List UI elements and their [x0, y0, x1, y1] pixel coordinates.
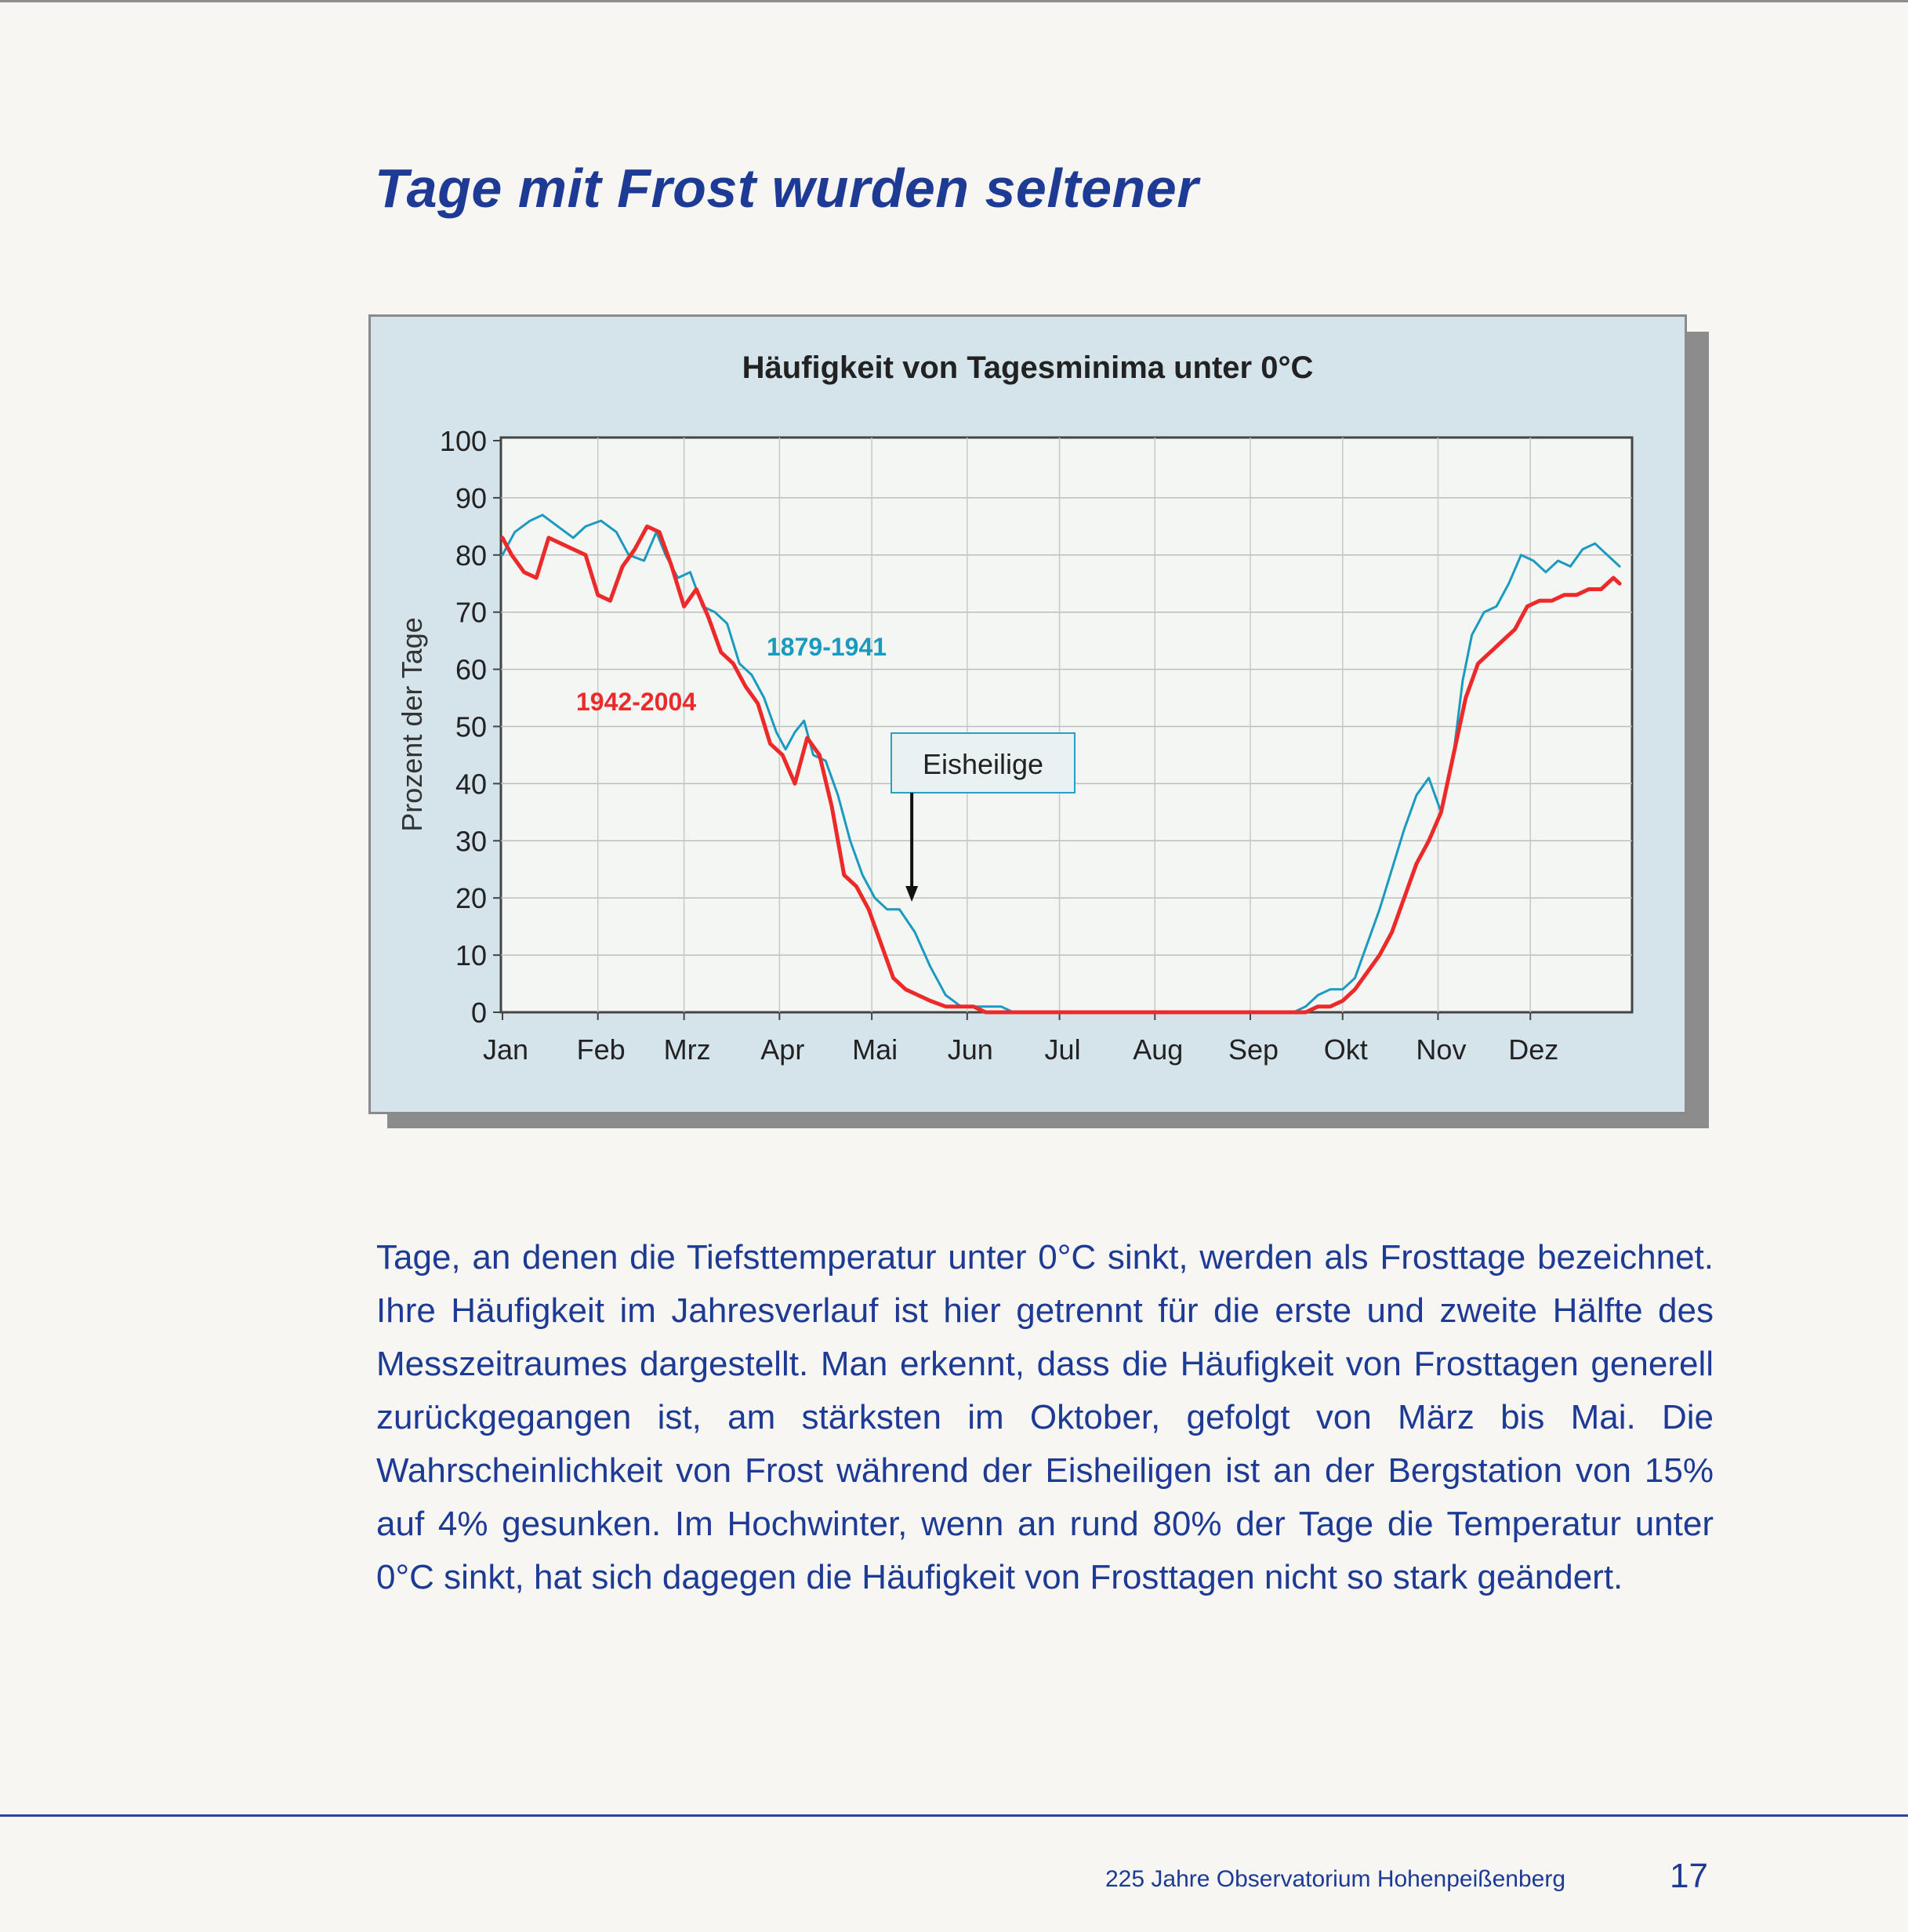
chart-panel: [368, 314, 1687, 1114]
x-tick-label: Mrz: [663, 1033, 711, 1066]
x-tick-label: Nov: [1416, 1033, 1467, 1066]
y-tick-label: 20: [455, 882, 487, 915]
y-tick-label: 30: [455, 825, 487, 858]
x-tick-label: Okt: [1323, 1033, 1368, 1066]
y-tick-label: 80: [455, 539, 487, 572]
y-axis: [440, 425, 501, 1029]
y-axis-label: Prozent der Tage: [396, 617, 428, 832]
plot-area: [501, 438, 1632, 1012]
page-heading: Tage mit Frost wurden seltener: [375, 158, 1199, 219]
y-tick-label: 90: [455, 481, 487, 514]
x-tick-label: Mai: [852, 1033, 898, 1066]
x-tick-label: Jan: [482, 1033, 529, 1066]
x-tick-label: Feb: [576, 1033, 626, 1066]
x-tick-label: Dez: [1508, 1033, 1559, 1066]
y-tick-label: 40: [455, 768, 487, 801]
x-tick-label: Aug: [1133, 1033, 1184, 1066]
y-tick-label: 60: [455, 653, 487, 686]
eisheilige-label: Eisheilige: [922, 748, 1044, 780]
footer-publication-title: 225 Jahre Observatorium Hohenpeißenberg: [1105, 1866, 1566, 1892]
x-tick-label: Apr: [760, 1033, 805, 1066]
y-tick-label: 50: [455, 710, 487, 743]
y-tick-label: 10: [455, 939, 487, 972]
x-tick-label: Jun: [947, 1033, 993, 1066]
footer-rule: [0, 1814, 1908, 1817]
page-top-edge: [0, 0, 1908, 2]
series-label-1942-2004: 1942-2004: [576, 688, 697, 716]
frost-frequency-chart: [371, 317, 1685, 1112]
x-tick-label: Sep: [1228, 1033, 1279, 1066]
body-paragraph: Tage, an denen die Tiefsttemperatur unter 0°C sinkt, werden als Frosttage bezeichnet. Ihre Häufigkeit im Jahresverlauf ist hier getrennt für die erste und zweite Hälfte des Messzeitraumes dargestellt. Man erkennt, dass die Häufigkeit von Frosttagen generell zurückgegangen ist, am stärksten im Oktober, gefolgt von März bis Mai. Die Wahrscheinlichkeit von Frost während der Eisheiligen ist an der Bergstation von 15% auf 4% gesunken. Im Hochwinter, wenn an rund 80% der Tage die Temperatur unter 0°C sinkt, hat sich dagegen die Häufigkeit von Frosttagen nicht so stark geändert.: [376, 1238, 1714, 1596]
y-tick-label: 70: [455, 596, 487, 629]
x-tick-label: Jul: [1044, 1033, 1081, 1066]
x-axis: [483, 1012, 1558, 1066]
y-tick-label: 100: [439, 425, 487, 457]
y-tick-label: 0: [470, 997, 487, 1029]
chart-title: Häufigkeit von Tagesminima unter 0°C: [742, 350, 1314, 385]
page-number: 17: [1670, 1857, 1708, 1895]
series-label-1879-1941: 1879-1941: [767, 633, 887, 661]
